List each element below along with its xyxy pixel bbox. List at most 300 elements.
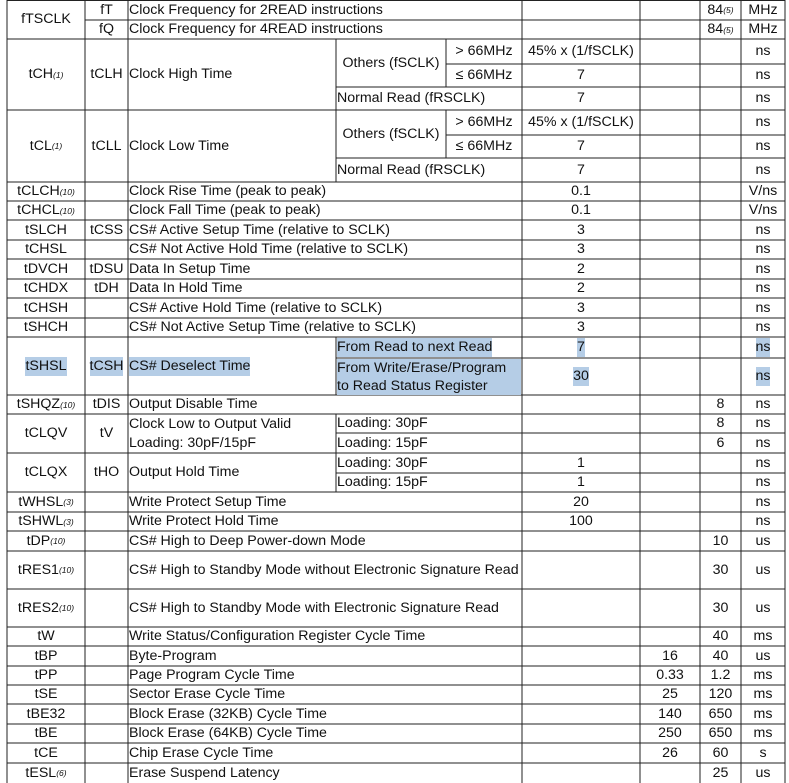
unit-text: ms — [753, 628, 773, 644]
symbol-tse-text: tSE — [34, 686, 58, 702]
symbol-tbp-text: tBP — [34, 647, 58, 664]
unit — [741, 20, 785, 39]
max-value-text: 650 — [708, 705, 733, 722]
parameter-desc — [128, 646, 522, 666]
parameter-desc-text: Erase Suspend Latency — [129, 764, 280, 781]
alt-symbol — [85, 20, 128, 39]
symbol-tshch-text: tSHCH — [23, 319, 69, 335]
symbol-tpp-text: tPP — [34, 667, 58, 683]
unit-text: ns — [755, 299, 771, 316]
parameter-desc-text: Byte-Program — [129, 647, 217, 664]
max-value-text: 30 — [712, 561, 729, 578]
symbol-tw-text: tW — [37, 628, 55, 644]
symbol-tpp — [7, 666, 85, 685]
symbol-tchdx — [7, 279, 85, 298]
max-value — [700, 589, 741, 627]
parameter-desc — [128, 259, 522, 279]
condition-label — [336, 453, 522, 473]
unit — [741, 666, 785, 685]
symbol-ftsclk — [7, 0, 85, 39]
condition-label — [336, 433, 522, 453]
typ-value — [640, 724, 700, 743]
alt-symbol-text: tCLH — [90, 66, 123, 82]
unit-text: ns — [755, 474, 771, 490]
symbol-tres2-text: tRES2 — [17, 599, 59, 616]
min-value — [522, 64, 640, 87]
max-value — [700, 704, 741, 724]
unit-text: us — [755, 764, 771, 781]
parameter-desc-text: CS# High to Standby Mode with Electronic Signature Read — [129, 600, 499, 616]
parameter-desc-text: Write Protect Hold Time — [129, 513, 279, 529]
symbol-tshqz: tSHQZ (10) — [16, 396, 76, 412]
unit-text: ns — [755, 67, 771, 83]
typ-value-text: 25 — [662, 686, 678, 702]
min-value — [522, 240, 640, 259]
min-value-text: 7 — [577, 90, 585, 106]
min-value — [522, 259, 640, 279]
unit — [741, 240, 785, 259]
alt-symbol — [85, 395, 128, 414]
parameter-desc-text: Clock Frequency for 4READ instructions — [129, 21, 383, 37]
condition-label-text: From Write/Erase/Program to Read Status Register — [337, 359, 521, 395]
parameter-desc — [128, 337, 336, 395]
symbol-tslch-text: tSLCH — [25, 221, 67, 238]
alt-symbol — [85, 453, 128, 492]
parameter-desc — [128, 551, 522, 589]
alt-symbol — [85, 110, 128, 182]
symbol-tchcl-text: tCHCL — [17, 202, 60, 218]
min-value-text: 0.1 — [571, 202, 591, 218]
symbol-tres1-text: tRES1 — [17, 561, 59, 578]
symbol-tbe-text: tBE — [34, 725, 58, 741]
unit — [741, 64, 785, 87]
max-value-text: 1.2 — [710, 667, 731, 683]
max-value-text: 6 — [716, 434, 725, 451]
condition-label-text: Others (fSCLK) — [342, 126, 440, 142]
typ-value-text: 0.33 — [656, 667, 684, 683]
max-value-text: 120 — [708, 686, 733, 702]
symbol-tclqv — [7, 414, 85, 453]
parameter-desc-text: Block Erase (32KB) Cycle Time — [129, 705, 327, 722]
unit-text: us — [755, 599, 771, 616]
min-value-text: 45% x (1/fSCLK) — [528, 114, 634, 130]
min-value — [522, 298, 640, 318]
typ-value-text: 140 — [658, 705, 682, 722]
symbol-tslch — [7, 220, 85, 240]
parameter-desc-text: Write Protect Setup Time — [129, 493, 287, 510]
symbol-tdvch-text: tDVCH — [23, 260, 69, 277]
symbol-tbe32-text: tBE32 — [26, 705, 66, 722]
symbol-tclqx — [7, 453, 85, 492]
unit-text: ns — [755, 319, 771, 335]
parameter-desc — [128, 627, 522, 646]
condition-label — [336, 337, 522, 358]
unit-text: ns — [755, 454, 771, 471]
parameter-desc — [128, 279, 522, 298]
typ-value — [640, 704, 700, 724]
unit-text: ms — [753, 725, 773, 741]
min-value — [522, 158, 640, 182]
parameter-desc-text: Clock Fall Time (peak to peak) — [129, 202, 321, 218]
parameter-desc — [128, 724, 522, 743]
parameter-desc-text: Data In Hold Time — [129, 280, 243, 296]
min-value-text: 30 — [573, 368, 589, 384]
parameter-desc — [128, 110, 336, 182]
parameter-desc-text: CS# Not Active Hold Time (relative to SCLK) — [129, 241, 409, 257]
unit-text: us — [755, 647, 771, 664]
alt-symbol — [85, 337, 128, 395]
unit — [741, 110, 785, 135]
parameter-desc — [128, 512, 522, 531]
min-value — [522, 318, 640, 337]
max-value-text: 8 — [716, 396, 725, 412]
condition-label-text: Loading: 30pF — [337, 454, 428, 471]
min-value — [522, 110, 640, 135]
unit — [741, 279, 785, 298]
symbol-tw — [7, 627, 85, 646]
parameter-desc-text: CS# Active Setup Time (relative to SCLK) — [129, 221, 390, 238]
symbol-tce — [7, 743, 85, 763]
max-value-text: 8 — [716, 415, 725, 431]
unit — [741, 135, 785, 158]
unit — [741, 473, 785, 492]
condition-label — [336, 87, 522, 110]
parameter-desc-text: Clock Low Time — [129, 137, 230, 154]
parameter-desc-text: Output Hold Time — [129, 464, 240, 480]
condition-label-text: Loading: 30pF — [337, 415, 428, 431]
parameter-desc — [128, 0, 522, 20]
alt-symbol-text: fQ — [99, 21, 114, 37]
max-value-text: 84 — [707, 21, 724, 37]
parameter-desc-text: Clock Rise Time (peak to peak) — [129, 183, 327, 199]
condition-label — [336, 110, 446, 158]
alt-symbol-text: tCSS — [89, 221, 124, 238]
unit — [741, 551, 785, 589]
alt-symbol-text: tHO — [93, 464, 120, 480]
symbol-tchsl — [7, 240, 85, 259]
condition-range-text: > 66MHz — [455, 43, 513, 59]
symbol-tdp-text: tDP — [26, 532, 51, 549]
parameter-desc — [128, 395, 522, 414]
min-value-text: 20 — [573, 493, 589, 510]
min-value-text: 7 — [577, 339, 585, 355]
parameter-desc — [128, 531, 522, 551]
symbol-tcl: tCL (1) — [29, 137, 63, 154]
unit-text: ns — [755, 161, 771, 178]
unit-text: ns — [755, 280, 771, 296]
condition-range — [446, 135, 522, 158]
min-value-text: 100 — [569, 513, 593, 529]
max-value — [700, 531, 741, 551]
symbol-tshwl-text: tSHWL — [18, 513, 64, 529]
parameter-desc — [128, 298, 522, 318]
parameter-desc — [128, 414, 336, 453]
max-value — [700, 433, 741, 453]
symbol-tshsl — [7, 337, 85, 395]
parameter-desc-text: CS# High to Standby Mode without Electronic Signature Read — [129, 562, 519, 578]
condition-label — [336, 414, 522, 433]
symbol-tchsl-text: tCHSL — [25, 241, 67, 257]
typ-value — [640, 685, 700, 704]
parameter-desc — [128, 182, 522, 201]
unit-text: ns — [755, 260, 771, 277]
parameter-desc-text: Clock Low to Output Valid Loading: 30pF/15pF — [129, 415, 292, 451]
max-value-text: 40 — [712, 647, 729, 664]
unit-text: ns — [755, 396, 771, 412]
unit — [741, 685, 785, 704]
parameter-desc-text: CS# Not Active Setup Time (relative to SCLK) — [129, 319, 417, 335]
unit-text: us — [755, 532, 771, 549]
unit — [741, 0, 785, 20]
unit — [741, 646, 785, 666]
alt-symbol-text: tDH — [94, 280, 119, 296]
condition-label-text: Normal Read (fRSCLK) — [337, 90, 486, 106]
max-value-text: 650 — [708, 725, 733, 741]
condition-range-text: > 66MHz — [455, 114, 513, 130]
unit — [741, 182, 785, 201]
min-value-text: 3 — [577, 319, 585, 335]
min-value — [522, 135, 640, 158]
unit-text: ns — [755, 221, 771, 238]
min-value-text: 45% x (1/fSCLK) — [528, 43, 634, 59]
min-value-text: 2 — [577, 260, 585, 277]
unit — [741, 39, 785, 64]
min-value-text: 0.1 — [571, 183, 591, 199]
unit-text: ns — [755, 493, 771, 510]
min-value — [522, 492, 640, 512]
alt-symbol-text: tCLL — [91, 137, 122, 154]
symbol-tch: tCH (1) — [28, 66, 64, 82]
symbol-tclqv-text: tCLQV — [24, 425, 68, 441]
unit — [741, 298, 785, 318]
min-value-text: 3 — [577, 241, 585, 257]
symbol-tchsh-text: tCHSH — [23, 299, 69, 316]
unit — [741, 259, 785, 279]
parameter-desc — [128, 318, 522, 337]
typ-value — [640, 666, 700, 685]
condition-label-text: Others (fSCLK) — [342, 55, 440, 71]
unit — [741, 627, 785, 646]
max-value — [700, 763, 741, 783]
unit — [741, 201, 785, 220]
parameter-desc-text: Output Disable Time — [129, 396, 258, 412]
unit-text: ns — [755, 43, 771, 59]
condition-range-text: ≤ 66MHz — [455, 138, 513, 154]
unit — [741, 337, 785, 358]
parameter-desc — [128, 240, 522, 259]
alt-symbol — [85, 0, 128, 20]
symbol-tbe32 — [7, 704, 85, 724]
unit-text: V/ns — [748, 183, 778, 199]
parameter-desc — [128, 704, 522, 724]
parameter-desc — [128, 589, 522, 627]
symbol-tchsh — [7, 298, 85, 318]
unit — [741, 492, 785, 512]
condition-range-text: ≤ 66MHz — [455, 67, 513, 83]
parameter-desc — [128, 220, 522, 240]
max-value — [700, 414, 741, 433]
symbol-tclch: tCLCH (10) — [17, 183, 75, 199]
min-value-text: 7 — [577, 161, 585, 178]
alt-symbol-text: tDSU — [89, 260, 124, 277]
symbol-twhsl: tWHSL (3) — [18, 493, 74, 510]
symbol-tce-text: tCE — [34, 744, 58, 761]
min-value-text: 3 — [577, 221, 585, 238]
unit-text: us — [755, 561, 771, 578]
unit — [741, 414, 785, 433]
unit-text: ns — [755, 434, 771, 451]
max-value-text: 25 — [712, 764, 729, 781]
unit-text: V/ns — [748, 202, 778, 218]
condition-label-text: From Read to next Read — [337, 339, 493, 355]
parameter-desc-text: Clock Frequency for 2READ instructions — [129, 1, 383, 18]
unit — [741, 87, 785, 110]
min-value — [522, 453, 640, 473]
parameter-desc-text: CS# High to Deep Power-down Mode — [129, 532, 366, 549]
unit — [741, 158, 785, 182]
symbol-tshsl-text: tSHSL — [25, 357, 67, 374]
parameter-desc — [128, 453, 336, 492]
unit-text: ns — [755, 114, 771, 130]
max-value — [700, 395, 741, 414]
max-value-text: 84 — [707, 1, 724, 18]
min-value — [522, 87, 640, 110]
max-value — [700, 666, 741, 685]
min-value — [522, 220, 640, 240]
unit — [741, 433, 785, 453]
parameter-desc-text: Sector Erase Cycle Time — [129, 686, 286, 702]
symbol-twhsl-text: tWHSL — [18, 493, 64, 510]
unit — [741, 531, 785, 551]
symbol-tesl: tESL (6) — [25, 764, 67, 781]
unit — [741, 318, 785, 337]
symbol-tshch — [7, 318, 85, 337]
parameter-desc — [128, 20, 522, 39]
min-value-text: 1 — [577, 454, 585, 471]
symbol-tse — [7, 685, 85, 704]
unit — [741, 589, 785, 627]
condition-label — [336, 158, 522, 182]
alt-symbol-text: tCSH — [89, 357, 124, 374]
unit — [741, 763, 785, 783]
symbol-tchdx-text: tCHDX — [23, 280, 69, 296]
unit — [741, 395, 785, 414]
unit-text: s — [759, 744, 767, 761]
alt-symbol-text: tDIS — [92, 396, 121, 412]
max-value: 84 (5) — [707, 21, 734, 37]
condition-label-text: Normal Read (fRSCLK) — [337, 161, 486, 178]
unit-text: ns — [755, 339, 771, 355]
alt-symbol-text: tV — [99, 425, 114, 441]
symbol-tdp: tDP (10) — [26, 532, 66, 549]
symbol-tres1: tRES1 (10) — [17, 561, 75, 578]
min-value — [522, 473, 640, 492]
typ-value-text: 250 — [658, 725, 682, 741]
unit-text: ms — [753, 705, 773, 722]
alt-symbol-text: fT — [100, 1, 113, 18]
max-value — [700, 646, 741, 666]
symbol-tdvch — [7, 259, 85, 279]
max-value-text: 60 — [712, 744, 729, 761]
min-value — [522, 279, 640, 298]
unit — [741, 358, 785, 395]
unit — [741, 743, 785, 763]
unit-text: ns — [755, 513, 771, 529]
condition-range — [446, 39, 522, 64]
unit — [741, 453, 785, 473]
alt-symbol — [85, 39, 128, 110]
unit — [741, 512, 785, 531]
unit-text: ns — [755, 138, 771, 154]
min-value-text: 1 — [577, 474, 585, 490]
unit-text: MHz — [748, 21, 778, 37]
unit — [741, 724, 785, 743]
alt-symbol — [85, 220, 128, 240]
unit — [741, 704, 785, 724]
parameter-desc — [128, 685, 522, 704]
condition-label-text: Loading: 15pF — [337, 434, 428, 451]
symbol-tclqx-text: tCLQX — [24, 464, 68, 480]
parameter-desc — [128, 666, 522, 685]
unit — [741, 220, 785, 240]
unit-text: ns — [755, 415, 771, 431]
parameter-desc-text: Data In Setup Time — [129, 260, 251, 277]
parameter-desc-text: Write Status/Configuration Register Cycle Time — [129, 628, 426, 644]
symbol-tch-text: tCH — [28, 66, 54, 82]
min-value — [522, 337, 640, 358]
min-value-text: 7 — [577, 138, 585, 154]
condition-label — [336, 473, 522, 492]
max-value-text: 30 — [712, 599, 729, 616]
unit-text: MHz — [748, 1, 778, 18]
min-value — [522, 182, 640, 201]
symbol-ftsclk-text: fTSCLK — [21, 11, 71, 27]
parameter-desc-text: Clock High Time — [129, 66, 233, 82]
parameter-desc-text: Chip Erase Cycle Time — [129, 744, 274, 761]
symbol-tcl-text: tCL — [29, 137, 52, 154]
symbol-tshqz-text: tSHQZ — [16, 396, 61, 412]
symbol-tclch-text: tCLCH — [17, 183, 60, 199]
unit-text: ns — [755, 241, 771, 257]
parameter-desc — [128, 39, 336, 110]
typ-value-text: 26 — [662, 744, 678, 761]
min-value-text: 2 — [577, 280, 585, 296]
typ-value — [640, 646, 700, 666]
symbol-tres2: tRES2 (10) — [17, 599, 75, 616]
min-value — [522, 39, 640, 64]
parameter-desc-text: Page Program Cycle Time — [129, 667, 295, 683]
condition-label-text: Loading: 15pF — [337, 474, 428, 490]
unit-text: ms — [753, 686, 773, 702]
condition-label — [336, 358, 522, 395]
max-value — [700, 743, 741, 763]
unit-text: ns — [755, 368, 771, 384]
unit-text: ns — [755, 90, 771, 106]
typ-value-text: 16 — [662, 647, 678, 664]
min-value — [522, 358, 640, 395]
max-value: 84 (5) — [707, 1, 734, 18]
parameter-desc-text: Block Erase (64KB) Cycle Time — [129, 725, 327, 741]
symbol-tbp — [7, 646, 85, 666]
max-value — [700, 724, 741, 743]
max-value — [700, 627, 741, 646]
condition-label — [336, 39, 446, 87]
max-value — [700, 685, 741, 704]
parameter-desc-text: CS# Deselect Time — [129, 357, 251, 374]
alt-symbol — [85, 279, 128, 298]
max-value-text: 10 — [712, 532, 729, 549]
alt-symbol — [85, 259, 128, 279]
